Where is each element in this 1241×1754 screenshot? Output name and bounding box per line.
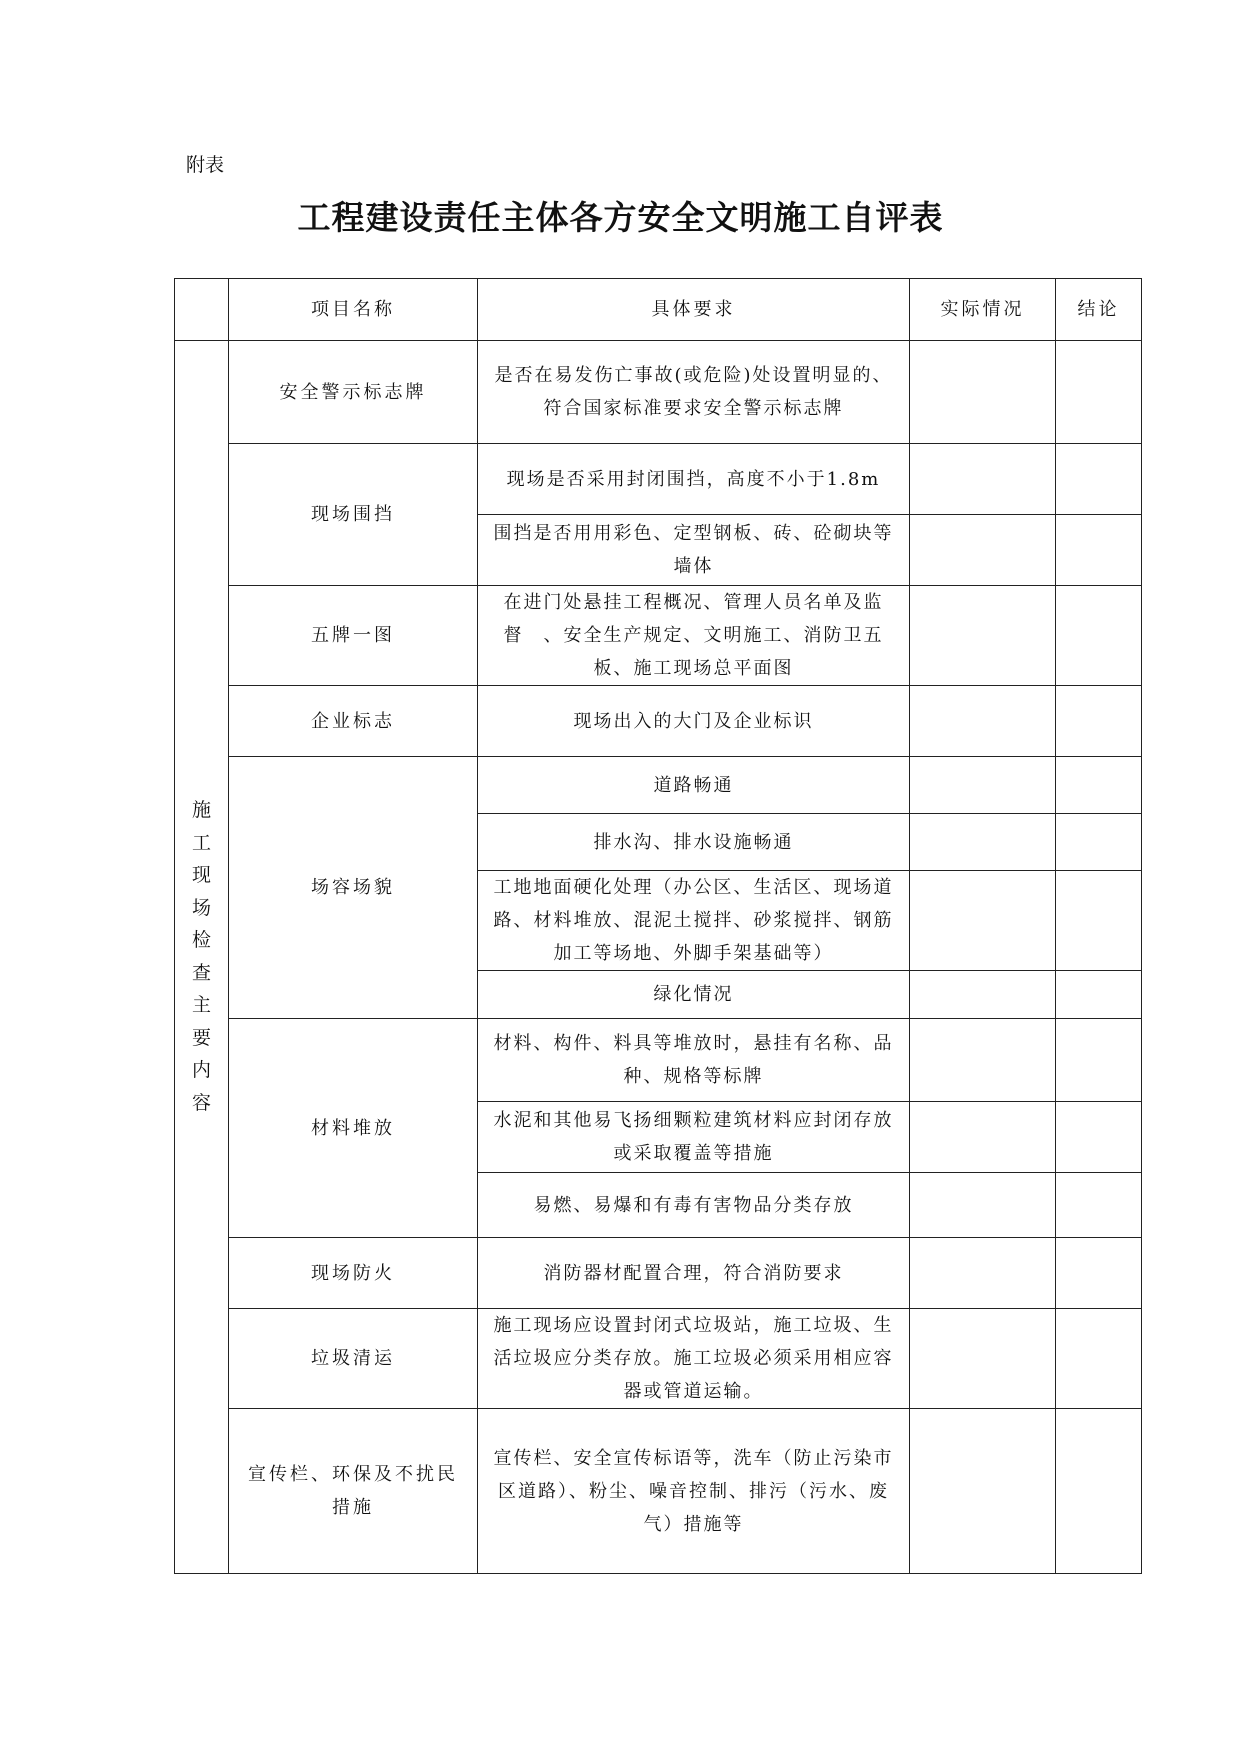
actual-cell[interactable] xyxy=(910,444,1056,515)
conclusion-cell[interactable] xyxy=(1056,444,1142,515)
requirement-cement-cover: 水泥和其他易飞扬细颗粒建筑材料应封闭存放或采取覆盖等措施 xyxy=(478,1102,910,1173)
conclusion-cell[interactable] xyxy=(1056,686,1142,757)
table-row xyxy=(175,1309,1142,1409)
evaluation-table xyxy=(174,278,1142,1574)
table-header-row xyxy=(175,279,1142,341)
item-enclosure: 现场围挡 xyxy=(229,444,478,586)
requirement-garbage-removal: 施工现场应设置封闭式垃圾站，施工垃圾、生活垃圾应分类存放。施工垃圾必须采用相应容器或管道运输。 xyxy=(478,1309,910,1409)
section-label: 施工现场检查主要内容 xyxy=(191,799,211,1114)
requirement-publicity: 宣传栏、安全宣传标语等，洗车（防止污染市区道路）、粉尘、噪音控制、排污（污水、废气）措施等 xyxy=(478,1409,910,1574)
requirement-warning-sign: 是否在易发伤亡事故(或危险)处设置明显的、符合国家标准要求安全警示标志牌 xyxy=(478,341,910,444)
conclusion-cell[interactable] xyxy=(1056,1019,1142,1102)
item-garbage-removal: 垃圾清运 xyxy=(229,1309,478,1409)
requirement-greening: 绿化情况 xyxy=(478,971,910,1019)
conclusion-cell[interactable] xyxy=(1056,1238,1142,1309)
conclusion-cell[interactable] xyxy=(1056,871,1142,971)
requirement-ground-hardening: 工地地面硬化处理（办公区、生活区、现场道路、材料堆放、混泥土搅拌、砂浆搅拌、钢筋加工等场地、外脚手架基础等） xyxy=(478,871,910,971)
actual-cell[interactable] xyxy=(910,1238,1056,1309)
item-material-stacking: 材料堆放 xyxy=(229,1019,478,1238)
header-conclusion: 结论 xyxy=(1056,279,1142,341)
conclusion-cell[interactable] xyxy=(1056,757,1142,814)
item-five-boards: 五牌一图 xyxy=(229,586,478,686)
requirement-enclosure-height: 现场是否采用封闭围挡，高度不小于1.8m xyxy=(478,444,910,515)
conclusion-cell[interactable] xyxy=(1056,515,1142,586)
page-title: 工程建设责任主体各方安全文明施工自评表 xyxy=(297,198,944,237)
section-label-cell xyxy=(175,341,229,1574)
item-company-logo: 企业标志 xyxy=(229,686,478,757)
requirement-material-labels: 材料、构件、料具等堆放时，悬挂有名称、品种、规格等标牌 xyxy=(478,1019,910,1102)
conclusion-cell[interactable] xyxy=(1056,1309,1142,1409)
conclusion-cell[interactable] xyxy=(1056,814,1142,871)
actual-cell[interactable] xyxy=(910,971,1056,1019)
actual-cell[interactable] xyxy=(910,341,1056,444)
requirement-company-logo: 现场出入的大门及企业标识 xyxy=(478,686,910,757)
actual-cell[interactable] xyxy=(910,686,1056,757)
header-requirement: 具体要求 xyxy=(478,279,910,341)
table-row xyxy=(175,444,1142,515)
actual-cell[interactable] xyxy=(910,1173,1056,1238)
item-fire-prevention: 现场防火 xyxy=(229,1238,478,1309)
actual-cell[interactable] xyxy=(910,515,1056,586)
table-row xyxy=(175,1238,1142,1309)
item-publicity: 宣传栏、环保及不扰民措施 xyxy=(229,1409,478,1574)
conclusion-cell[interactable] xyxy=(1056,1173,1142,1238)
item-site-appearance: 场容场貌 xyxy=(229,757,478,1019)
annex-label: 附表 xyxy=(186,154,225,176)
actual-cell[interactable] xyxy=(910,586,1056,686)
item-warning-sign: 安全警示标志牌 xyxy=(229,341,478,444)
header-item-name: 项目名称 xyxy=(229,279,478,341)
table-row xyxy=(175,341,1142,444)
requirement-five-boards: 在进门处悬挂工程概况、管理人员名单及监督 、安全生产规定、文明施工、消防卫五板、施工现场总平面图 xyxy=(478,586,910,686)
table-row xyxy=(175,686,1142,757)
requirement-drainage: 排水沟、排水设施畅通 xyxy=(478,814,910,871)
conclusion-cell[interactable] xyxy=(1056,971,1142,1019)
conclusion-cell[interactable] xyxy=(1056,1102,1142,1173)
requirement-road-clear: 道路畅通 xyxy=(478,757,910,814)
table-row xyxy=(175,586,1142,686)
actual-cell[interactable] xyxy=(910,757,1056,814)
actual-cell[interactable] xyxy=(910,1019,1056,1102)
actual-cell[interactable] xyxy=(910,1102,1056,1173)
header-corner-cell xyxy=(175,279,229,341)
table-row xyxy=(175,757,1142,814)
actual-cell[interactable] xyxy=(910,814,1056,871)
table-row xyxy=(175,1409,1142,1574)
conclusion-cell[interactable] xyxy=(1056,341,1142,444)
actual-cell[interactable] xyxy=(910,1409,1056,1574)
actual-cell[interactable] xyxy=(910,871,1056,971)
conclusion-cell[interactable] xyxy=(1056,1409,1142,1574)
requirement-fire-prevention: 消防器材配置合理，符合消防要求 xyxy=(478,1238,910,1309)
table-row xyxy=(175,1019,1142,1102)
requirement-enclosure-material: 围挡是否用用彩色、定型钢板、砖、砼砌块等墙体 xyxy=(478,515,910,586)
conclusion-cell[interactable] xyxy=(1056,586,1142,686)
requirement-hazardous-storage: 易燃、易爆和有毒有害物品分类存放 xyxy=(478,1173,910,1238)
header-actual-situation: 实际情况 xyxy=(910,279,1056,341)
actual-cell[interactable] xyxy=(910,1309,1056,1409)
